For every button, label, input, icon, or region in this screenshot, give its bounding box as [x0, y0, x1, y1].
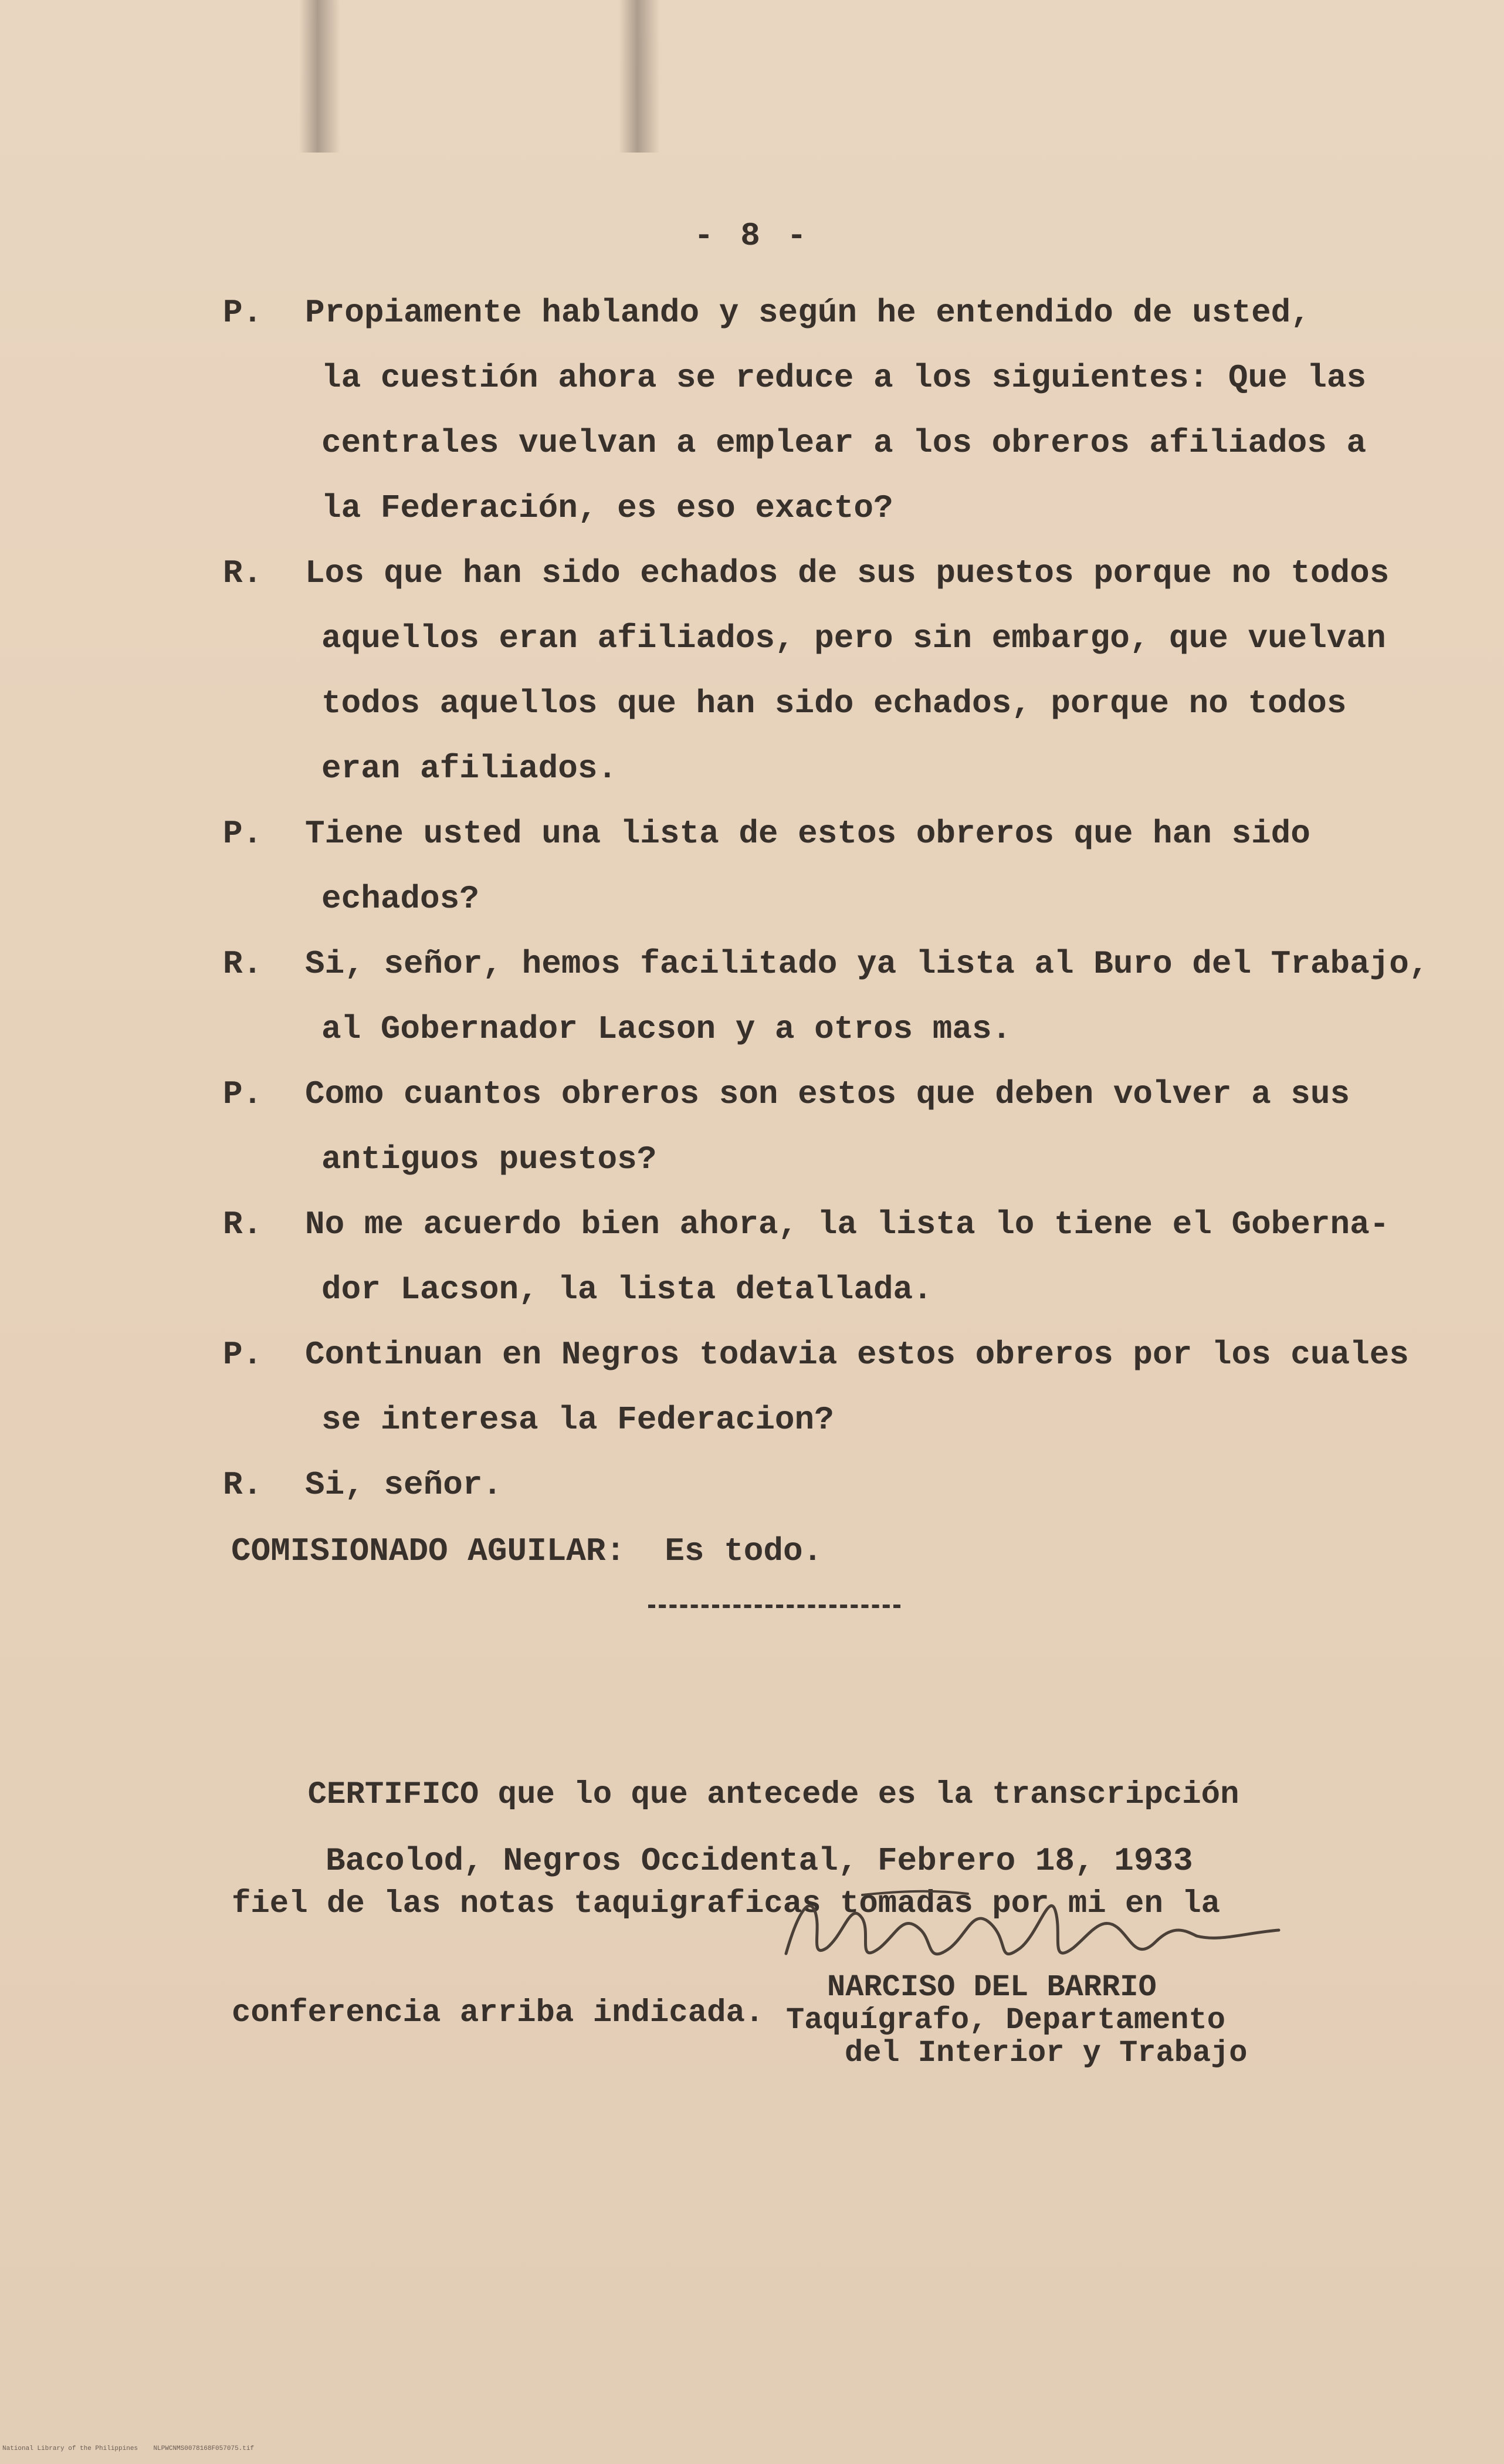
speaker-marker: P. [223, 1336, 263, 1373]
transcript-line: Continuan en Negros todavia estos obreros por los cuales [305, 1336, 1409, 1373]
transcript-line: Propiamente hablando y según he entendido de usted, [305, 294, 1310, 331]
speaker-marker: R. [223, 1466, 263, 1504]
transcript-line: dor Lacson, la lista detallada. [321, 1271, 933, 1308]
transcript-line: Los que han sido echados de sus puestos porque no todos [305, 554, 1390, 592]
transcript-line: la Federación, es eso exacto? [321, 489, 893, 527]
fold-shadow [619, 0, 660, 153]
qa-entry [223, 1192, 1408, 1322]
qa-entry [223, 801, 1408, 932]
qa-entry [223, 1453, 1408, 1518]
fold-shadow [299, 0, 340, 153]
transcript-line: echados? [321, 880, 479, 918]
speaker-marker: P. [223, 294, 263, 331]
speaker-marker: R. [223, 554, 263, 592]
signature-block [786, 1971, 1314, 2070]
page-number: - 8 - [693, 217, 811, 255]
transcript-line: antiguos puestos? [321, 1140, 657, 1178]
transcript-line: centrales vuelvan a emplear a los obreros afiliados a [321, 424, 1367, 462]
certification-line: conferencia arriba indicada. [232, 1995, 764, 2031]
transcript-line: eran afiliados. [321, 750, 618, 787]
transcript-line: Como cuantos obreros son estos que deben volver a sus [305, 1075, 1350, 1113]
transcript-line: No me acuerdo bien ahora, la lista lo tiene el Goberna- [305, 1206, 1390, 1243]
certification-line: CERTIFICO que lo que antecede es la transcripción [232, 1777, 1239, 1813]
transcript-line: Si, señor, hemos facilitado ya lista al Buro del Trabajo, [305, 945, 1429, 983]
qa-entry [223, 1062, 1408, 1192]
transcript-line: Tiene usted una lista de estos obreros que han sido [305, 815, 1310, 852]
qa-entry [223, 1322, 1408, 1453]
archive-footer: National Library of the Philippines NLPWCNMS0078168F057075.tif [2, 2445, 255, 2452]
qa-entry [223, 932, 1429, 1062]
transcript-line: la cuestión ahora se reduce a los siguientes: Que las [321, 359, 1367, 397]
transcript-line: aquellos eran afiliados, pero sin embargo, que vuelvan [321, 620, 1386, 657]
speaker-marker: P. [223, 1075, 263, 1113]
separator-rule [648, 1605, 900, 1608]
signer-title-2: del Interior y Trabajo [845, 2036, 1248, 2070]
qa-entry [223, 541, 1408, 801]
transcript-line: al Gobernador Lacson y a otros mas. [321, 1010, 1012, 1048]
signer-name: NARCISO DEL BARRIO [827, 1970, 1157, 2005]
transcript-line: Si, señor. [305, 1466, 503, 1504]
signer-title: Taquígrafo, Departamento [786, 2003, 1225, 2037]
speaker-marker: R. [223, 1206, 263, 1243]
qa-entry [223, 280, 1408, 541]
closing-remark: COMISIONADO AGUILAR: Es todo. [231, 1532, 823, 1570]
speaker-marker: P. [223, 815, 263, 852]
certification-line: fiel de las notas taquigraficas tomadas por mi en la [232, 1886, 1221, 1922]
speaker-marker: R. [223, 945, 263, 983]
transcript-line: todos aquellos que han sido echados, porque no todos [321, 685, 1347, 722]
handwritten-signature [774, 1877, 1290, 1983]
place-date: Bacolod, Negros Occidental, Febrero 18, 1933 [326, 1842, 1193, 1880]
transcript-body [223, 280, 1429, 1584]
transcript-line: se interesa la Federacion? [321, 1401, 834, 1439]
